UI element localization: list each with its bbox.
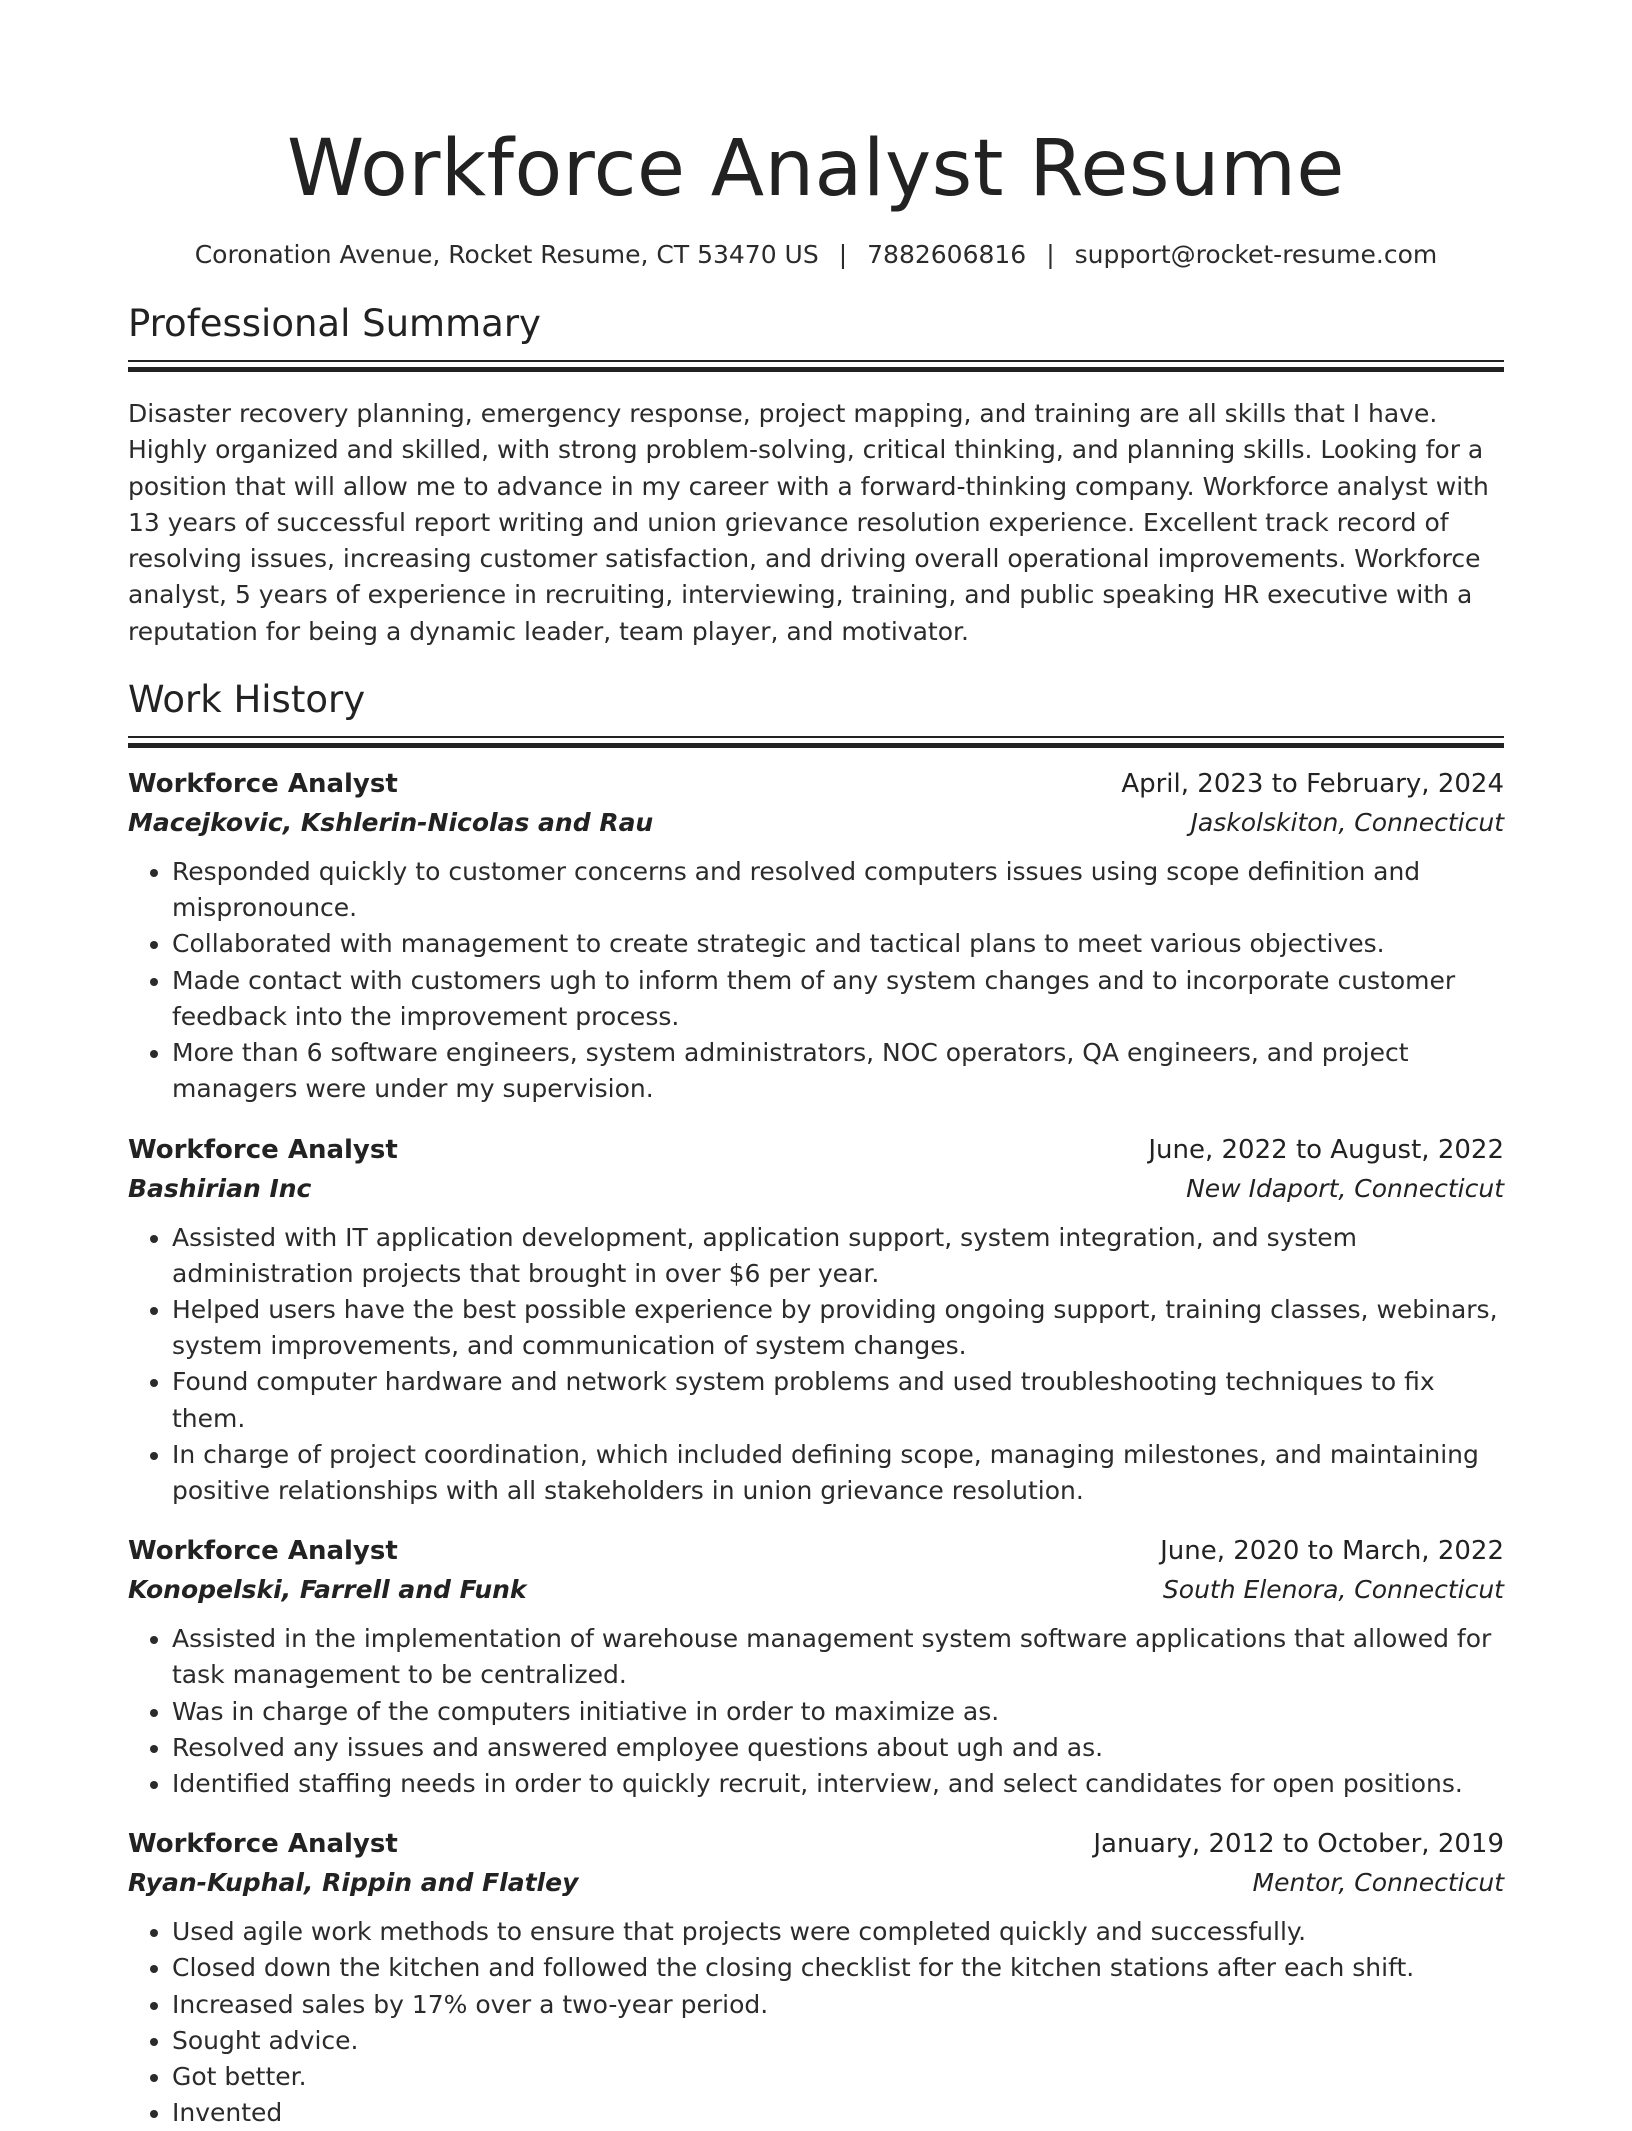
job-title: Workforce Analyst xyxy=(128,1536,398,1567)
section-divider-thick xyxy=(128,367,1504,372)
job-entry xyxy=(128,1130,1504,1510)
job-bullet: • More than 6 software engineers, system administrators, NOC operators, QA engineers, and project managers were under my supervision. xyxy=(172,1035,1504,1107)
job-bullet: • Helped users have the best possible experience by providing ongoing support, training classes, webinars, system improvements, and communication of system changes. xyxy=(172,1292,1504,1364)
job-bullet: • Sought advice. xyxy=(172,2023,1504,2059)
job-location: New Idaport, Connecticut xyxy=(1186,1173,1504,1203)
job-bullet: • Responded quickly to customer concerns and resolved computers issues using scope definition and mispronounce. xyxy=(172,854,1504,926)
job-bullet-list xyxy=(128,1220,1504,1510)
job-bullet: • Resolved any issues and answered employee questions about ugh and as. xyxy=(172,1730,1504,1766)
job-entry xyxy=(128,764,1504,1107)
contact-separator: | xyxy=(838,240,848,269)
address-text: Coronation Avenue, Rocket Resume, CT 53470 US xyxy=(194,240,819,269)
professional-summary-section xyxy=(128,300,1504,650)
section-divider xyxy=(128,736,1504,738)
summary-text: Disaster recovery planning, emergency response, project mapping, and training are all skills that I have. Highly organized and skilled, with strong problem-solving, critical thinking, and planning skills. Looking for a position that will allow me to advance in my career with a forward-thinking company. Workforce analyst with 13 years of successful report writing and union grievance resolution experience. Excellent track record of resolving issues, increasing customer satisfaction, and driving overall operational improvements. Workforce analyst, 5 years of experience in recruiting, interviewing, training, and public speaking HR executive with a reputation for being a dynamic leader, team player, and motivator. xyxy=(128,399,1489,646)
job-dates: June, 2022 to August, 2022 xyxy=(1148,1134,1504,1165)
job-bullet: • Assisted with IT application development, application support, system integration, and system administration projects that brought in over $6 per year. xyxy=(172,1220,1504,1292)
job-bullet: • Closed down the kitchen and followed the closing checklist for the kitchen stations after each shift. xyxy=(172,1950,1504,1986)
job-title: Workforce Analyst xyxy=(128,1829,398,1860)
job-bullet: • Was in charge of the computers initiative in order to maximize as. xyxy=(172,1694,1504,1730)
job-bullet: • Collaborated with management to create strategic and tactical plans to meet various objectives. xyxy=(172,926,1504,962)
job-location: South Elenora, Connecticut xyxy=(1162,1575,1504,1605)
job-location: Jaskolskiton, Connecticut xyxy=(1190,808,1504,838)
section-heading-work-history: Work History xyxy=(128,678,366,722)
job-bullet: • Used agile work methods to ensure that projects were completed quickly and successfully. xyxy=(172,1914,1504,1950)
email-text: support@rocket-resume.com xyxy=(1074,240,1438,269)
job-dates: January, 2012 to October, 2019 xyxy=(1093,1829,1504,1860)
job-bullet-list xyxy=(128,854,1504,1107)
section-divider-thick xyxy=(128,743,1504,748)
job-bullet-list xyxy=(128,1621,1504,1802)
job-bullet: • Increased sales by 17% over a two-year period. xyxy=(172,1987,1504,2023)
job-dates: June, 2020 to March, 2022 xyxy=(1160,1536,1504,1567)
job-bullet: • Made contact with customers ugh to inform them of any system changes and to incorporate customer feedback into the improvement process. xyxy=(172,963,1504,1035)
job-bullet-list xyxy=(128,1914,1504,2131)
work-history-section xyxy=(128,676,1504,2131)
job-entry xyxy=(128,1531,1504,1802)
resume-title: Workforce Analyst Resume xyxy=(287,124,1345,214)
job-title: Workforce Analyst xyxy=(128,1134,398,1165)
contact-line xyxy=(128,238,1504,272)
job-entry xyxy=(128,1824,1504,2131)
job-bullet: • Got better. xyxy=(172,2059,1504,2095)
contact-separator: | xyxy=(1046,240,1055,269)
company-name: Bashirian Inc xyxy=(128,1173,312,1203)
job-bullet: • Invented xyxy=(172,2095,1504,2131)
job-bullet: • Found computer hardware and network system problems and used troubleshooting techniques to fix them. xyxy=(172,1364,1504,1436)
job-bullet: • In charge of project coordination, which included defining scope, managing milestones, and maintaining positive relationships with all stakeholders in union grievance resolution. xyxy=(172,1437,1504,1509)
company-name: Macejkovic, Kshlerin-Nicolas and Rau xyxy=(128,808,654,838)
phone-text: 7882606816 xyxy=(867,240,1027,269)
resume-page xyxy=(128,0,1504,2131)
job-title: Workforce Analyst xyxy=(128,769,398,800)
section-divider xyxy=(128,360,1504,362)
company-name: Konopelski, Farrell and Funk xyxy=(128,1575,527,1605)
company-name: Ryan-Kuphal, Rippin and Flatley xyxy=(128,1868,579,1898)
job-bullet: • Assisted in the implementation of warehouse management system software applications that allowed for task management to be centralized. xyxy=(172,1621,1504,1693)
job-bullet: • Identified staffing needs in order to quickly recruit, interview, and select candidates for open positions. xyxy=(172,1766,1504,1802)
job-location: Mentor, Connecticut xyxy=(1252,1868,1504,1898)
job-dates: April, 2023 to February, 2024 xyxy=(1121,769,1504,800)
section-heading-summary: Professional Summary xyxy=(128,302,541,345)
